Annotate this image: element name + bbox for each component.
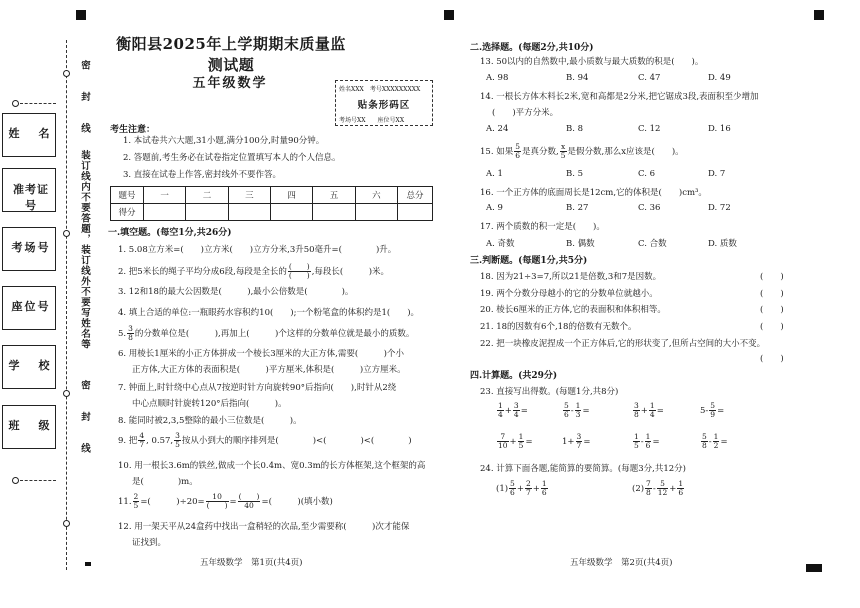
registration-mark: [814, 10, 824, 20]
score-header: 三: [228, 187, 270, 204]
page1-footer: 五年级数学 第1页(共4页): [200, 558, 303, 568]
answer-paren[interactable]: ( ): [760, 272, 784, 282]
question-12: 12. 用一架天平从24盒药中找出一盒稍轻的次品,至少需要称( )次才能保: [118, 522, 410, 532]
score-cell[interactable]: [355, 204, 397, 221]
answer-paren[interactable]: ( ): [760, 322, 784, 332]
fraction: $\frac{5}{6}$: [515, 142, 521, 160]
option[interactable]: B. 5: [566, 169, 584, 179]
exam-title: 衡阳县2025年上学期期末质量监测试题: [116, 35, 346, 74]
question-24: 24. 计算下面各题,能简算的要简算。(每题3分,共12分): [480, 464, 686, 474]
question-15: 15. 如果 $\frac{5}{6}$ 是真分数, $\frac{x}{5}$ 是假分数,那么x应该是( )。: [480, 142, 684, 160]
fraction: $\frac{3}{5}$: [175, 431, 180, 449]
score-header: 五: [313, 187, 355, 204]
score-header: 总分: [398, 187, 433, 204]
answer-paren[interactable]: ( ): [760, 354, 784, 364]
notes-title: 考生注意：: [110, 125, 156, 135]
option[interactable]: A. 1: [486, 169, 503, 179]
calc-item: $\frac{1}{5}$ - $\frac{1}{6}$ =: [634, 432, 660, 450]
question-2: 2. 把5米长的绳子平均分成6段,每段是全长的 $\frac{( )}{( )}$ ,每段长( )米。: [118, 262, 390, 280]
option[interactable]: C. 47: [638, 73, 661, 83]
registration-mark: [444, 10, 454, 20]
question-6: 6. 用棱长1厘米的小正方体拼成一个棱长3厘米的大正方体,需要( )个小: [118, 349, 404, 359]
option[interactable]: A. 98: [486, 73, 509, 83]
seat-label: 座位号: [11, 300, 51, 313]
score-label: 得分: [111, 204, 144, 221]
score-cell[interactable]: [186, 204, 228, 221]
calc-problem-2: (2) $\frac{7}{8}$ - $\frac{5}{12}$ + $\frac{1}{6}$: [632, 479, 684, 497]
option[interactable]: C. 36: [638, 203, 661, 213]
question-10: 10. 用一根长3.6m的铁丝,做成一个长0.4m、宽0.3m的长方体框架,这个框架的高: [118, 461, 426, 471]
fraction: $\frac{4}{7}$: [139, 431, 145, 449]
calc-item: $\frac{3}{8}$ + $\frac{1}{4}$ =: [634, 401, 664, 419]
option[interactable]: D. 16: [708, 124, 731, 134]
calc-problem-1: (1) $\frac{5}{6}$ + $\frac{2}{7}$ + $\frac{1}{6}$: [496, 479, 547, 497]
option[interactable]: D. 质数: [708, 239, 737, 249]
fraction: $\frac{( )}{40}$: [238, 492, 260, 510]
option[interactable]: A. 24: [486, 124, 509, 134]
section-judge: 三.判断题。(每题1分,共5分): [470, 256, 588, 266]
registration-mark: [76, 10, 86, 20]
option[interactable]: A. 9: [486, 203, 503, 213]
score-header: 四: [270, 187, 312, 204]
score-header: 二: [186, 187, 228, 204]
question-5: 5. $\frac{3}{8}$ 的分数单位是( ),再加上( )个这样的分数单位就是最小的质数。: [118, 324, 415, 342]
section-choice: 二.选择题。(每题2分,共10分): [470, 43, 594, 53]
calc-item: 5- $\frac{5}{9}$ =: [700, 401, 725, 419]
fraction: $\frac{2}{5}$: [133, 492, 139, 510]
question-10-cont: 是( )m。: [132, 477, 198, 487]
question-21: 21. 18的因数有6个,18的倍数有无数个。: [480, 322, 637, 332]
option[interactable]: C. 合数: [638, 239, 667, 249]
fraction: $\frac{10}{( )}$: [206, 492, 228, 510]
score-header-row: [111, 187, 433, 204]
seal-line-label: 密 封 线: [79, 380, 90, 454]
option[interactable]: B. 偶数: [566, 239, 595, 249]
score-header: 六: [355, 187, 397, 204]
calc-item: $\frac{7}{10}$ + $\frac{1}{5}$ =: [498, 432, 533, 450]
school-label: 学 校: [8, 359, 54, 372]
binding-warning: 装订线内不要答题，装订线外不要写姓名等: [79, 150, 90, 350]
seal-line-label: 密 封 线: [79, 60, 90, 134]
calc-item: $\frac{1}{4}$ + $\frac{3}{4}$ =: [498, 401, 528, 419]
score-cell[interactable]: [144, 204, 186, 221]
question-18: 18. 因为21÷3=7,所以21是倍数,3和7是因数。: [480, 272, 662, 282]
barcode-top-line: 姓名XXX 考号XXXXXXXXX: [339, 86, 421, 93]
option[interactable]: A. 奇数: [486, 239, 515, 249]
question-17: 17. 两个质数的积一定是( )。: [480, 222, 605, 232]
binding-hole: [12, 477, 19, 484]
option[interactable]: B. 8: [566, 124, 584, 134]
question-11: 11. $\frac{2}{5}$ =( )÷20= $\frac{10}{( )}$ = $\frac{( )}{40}$ =( )(填小数): [118, 492, 333, 510]
option[interactable]: D. 49: [708, 73, 731, 83]
score-header: 题号: [111, 187, 144, 204]
fraction: $\frac{x}{5}$: [560, 142, 566, 160]
notes-list: [123, 133, 341, 184]
question-19: 19. 两个分数分母越小的它的分数单位就越小。: [480, 289, 658, 299]
score-cell[interactable]: [270, 204, 312, 221]
exam-number-label: 准考证号: [13, 183, 49, 212]
score-cell[interactable]: [228, 204, 270, 221]
question-16: 16. 一个正方体的底面周长是12cm,它的体积是( )cm³。: [480, 188, 707, 198]
calc-item: $\frac{5}{6}$ - $\frac{1}{3}$ =: [564, 401, 590, 419]
class-label: 班 级: [8, 419, 54, 432]
question-6-cont: 正方体,大正方体的表面积是( )平方厘米,体积是( )立方厘米。: [132, 365, 406, 375]
question-7: 7. 钟面上,时针绕中心点从7按逆时针方向旋转90°后指向( ),时针从2绕: [118, 383, 397, 393]
note-item: 2. 答题前,考生务必在试卷指定位置填写本人的个人信息。: [123, 153, 341, 163]
question-23: 23. 直接写出得数。(每题1分,共8分): [480, 387, 619, 397]
answer-paren[interactable]: ( ): [760, 289, 784, 299]
question-12-cont: 证找到。: [132, 538, 167, 548]
fraction: $\frac{3}{8}$: [128, 324, 133, 342]
option[interactable]: B. 94: [566, 73, 589, 83]
calc-item: $\frac{5}{8}$ - $\frac{1}{2}$ =: [702, 432, 728, 450]
score-value-row: [111, 204, 433, 221]
note-item: 1. 本试卷共六大题,31小题,满分100分,时量90分钟。: [123, 136, 325, 146]
page2-footer: 五年级数学 第2页(共4页): [570, 558, 673, 568]
question-14: 14. 一根长方体木料长2米,宽和高都是2分米,把它锯成3段,表面积至少增加: [480, 92, 759, 102]
barcode-label: 贴条形码区: [357, 100, 411, 111]
question-8: 8. 能同时被2,3,5整除的最小三位数是( )。: [118, 416, 302, 426]
option[interactable]: C. 6: [638, 169, 656, 179]
option[interactable]: D. 72: [708, 203, 731, 213]
barcode-bottom-line: 考场号XX 座位号XX: [339, 117, 405, 124]
question-3: 3. 12和18的最大公因数是( ),最小公倍数是( )。: [118, 287, 354, 297]
option[interactable]: D. 7: [708, 169, 726, 179]
option[interactable]: B. 27: [566, 203, 589, 213]
score-cell[interactable]: [398, 204, 433, 221]
name-label: 姓 名: [8, 127, 54, 140]
exam-subtitle: 五年级数学: [192, 76, 268, 91]
barcode-area: [335, 80, 433, 126]
fraction: $\frac{( )}{( )}$: [288, 262, 310, 280]
registration-mark: [806, 564, 822, 572]
section-calc: 四.计算题。(共29分): [470, 371, 558, 381]
binding-line: [66, 40, 67, 570]
answer-paren[interactable]: ( ): [760, 305, 784, 315]
question-13: 13. 50以内的自然数中,最小质数与最大质数的积是( )。: [480, 57, 704, 67]
question-9: 9. 把 $\frac{4}{7}$ , 0.57, $\frac{3}{5}$ 按从小到大的顺序排列是( )<( )<( ): [118, 431, 412, 449]
section-fill-in: 一.填空题。(每空1分,共26分): [108, 228, 232, 238]
binding-hole: [12, 100, 19, 107]
question-1: 1. 5.08立方米=( )立方米( )立方分米,3升50毫升=( )升。: [118, 245, 397, 255]
score-cell[interactable]: [313, 204, 355, 221]
score-header: 一: [144, 187, 186, 204]
calc-item: 1+ $\frac{3}{7}$ =: [562, 432, 591, 450]
registration-mark: [85, 562, 91, 566]
question-4: 4. 填上合适的单位:一瓶眼药水容积约10( );一个粉笔盒的体积约是1( )。: [118, 308, 420, 318]
question-20: 20. 棱长6厘米的正方体,它的表面积和体积相等。: [480, 305, 666, 315]
question-7-cont: 中心点顺时针旋转120°后指向( )。: [132, 399, 287, 409]
score-table: [110, 186, 433, 221]
question-22: 22. 把一块橡皮泥捏成一个正方体后,它的形状变了,但所占空间的大小不变。: [480, 339, 766, 349]
option[interactable]: C. 12: [638, 124, 661, 134]
exam-room-label: 考场号: [11, 241, 51, 254]
note-item: 3. 直接在试卷上作答,密封线外不要作答。: [123, 170, 282, 180]
question-14-cont: ( )平方分米。: [492, 108, 559, 118]
